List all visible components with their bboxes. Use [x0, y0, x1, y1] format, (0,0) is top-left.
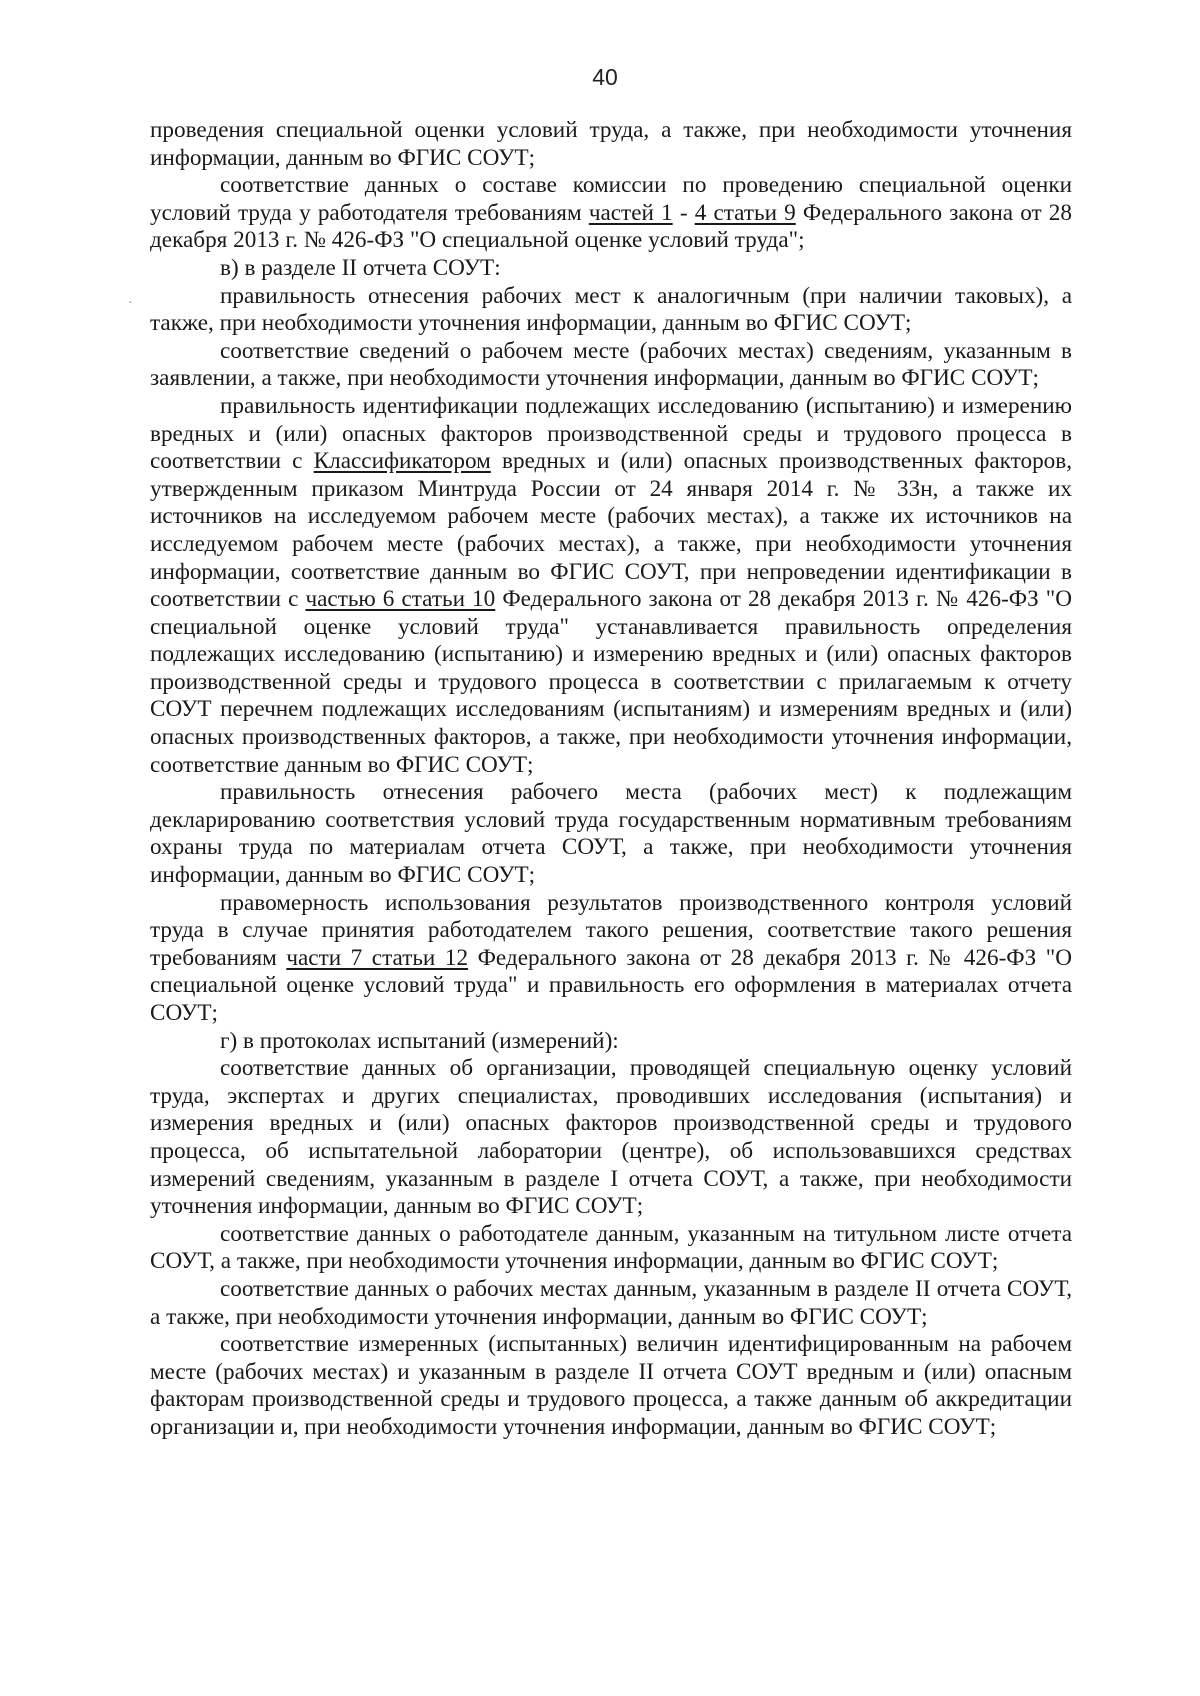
link-article-12[interactable]: части 7 статьи 12 [286, 944, 469, 971]
text-span: вредных и (или) опасных производственных факторов, утвержденным приказом Минтруда России от 24 января 2014 г. № 33н, а также их источников на исследуемом рабочем месте (рабочих местах), а также их источников на исследуемом рабочем месте (рабочих местах), а также, при необходимости уточнения информации, соответствие данным во ФГИС СОУТ, при непроведении идентификации в соответствии с [150, 448, 1072, 613]
paragraph-declaration: правильность отнесения рабочего места (рабочих мест) к подлежащим декларированию соответствия условий труда государственным нормативным требованиям охраны труда по материалам отчета СОУТ, а также, при необходимости уточнения информации, данным во ФГИС СОУТ; [150, 779, 1072, 889]
page-number: 40 [592, 64, 618, 90]
paragraph-factor-identification [150, 393, 1072, 779]
paragraph-continuation: проведения специальной оценки условий труда, а также, при необходимости уточнения информации, данным во ФГИС СОУТ; [150, 117, 1072, 171]
text-span: - [672, 199, 695, 226]
text-span: Федерального закона от 28 декабря 2013 г. № 426-ФЗ "О специальной оценке условий труда" устанавливается правильность определения подлежащих исследованию (испытанию) и измерению вредных и (или) опасных факторов производственной среды и трудового процесса в соответствии с прилагаемым к отчету СОУТ перечнем подлежащих исследованиям (испытаниям) и измерениям вредных и (или) опасных производственных факторов, а также, при необходимости уточнения информации, соответствие данным во ФГИС СОУТ; [150, 586, 1073, 778]
paragraph-workplace-info: соответствие сведений о рабочем месте (рабочих местах) сведениям, указанным в заявлении, а также, при необходимости уточнения информации, данным во ФГИС СОУТ; [150, 337, 1072, 392]
paragraph-organization-data: соответствие данных об организации, проводящей специальную оценку условий труда, экспертах и других специалистах, проводивших исследования (испытания) и измерения вредных и (или) опасных факторов производственной среды и трудового процесса, об испытательной лаборатории (центре), об использовавшихся средствах измерений сведениям, указанным в разделе I отчета СОУТ, а также, при необходимости уточнения информации, данным во ФГИС СОУТ; [150, 1055, 1072, 1220]
link-article-10[interactable]: частью 6 статьи 10 [305, 586, 496, 613]
text-span: правильность идентификации подлежащих исследованию (испытанию) и измерению вредных и (или) опасных факторов производственной среды и трудового процесса в соответствии с [150, 392, 1072, 475]
paragraph-employer-data: соответствие данных о работодателе данным, указанным на титульном листе отчета СОУТ, а также, при необходимости уточнения информации, данным во ФГИС СОУТ; [150, 1220, 1072, 1275]
paragraph-commission-composition [150, 172, 1072, 255]
text-span: соответствие данных о составе комиссии по проведению специальной оценки условий труда у работодателя требованиям [150, 172, 1072, 226]
text-span: правомерность использования результатов производственного контроля условий труда в случае принятия работодателем такого решения, соответствие такого решения требованиям [150, 889, 1072, 971]
text-span: Федерального закона от 28 декабря 2013 г. № 426-ФЗ "О специальной оценке условий труда"; [150, 199, 1072, 254]
margin-dot-mark: · [128, 296, 133, 311]
paragraph-section-ii-heading: в) в разделе II отчета СОУТ: [220, 254, 501, 281]
link-article-9[interactable]: 4 статьи 9 [694, 199, 796, 226]
paragraph-analogous-workplaces: правильность отнесения рабочих мест к аналогичным (при наличии таковых), а также, при необходимости уточнения информации, данным во ФГИС СОУТ; [150, 282, 1072, 337]
document-body [150, 117, 1072, 1442]
text-span: Федерального закона от 28 декабря 2013 г. № 426-ФЗ "О специальной оценке условий труда" и правильность его оформления в материалах отчета СОУТ; [150, 944, 1072, 1026]
paragraph-measured-values: соответствие измеренных (испытанных) величин идентифицированным на рабочем месте (рабочих местах) и указанным в разделе II отчета СОУТ вредным и (или) опасным факторам производственной среды и трудового процесса, а также данным об аккредитации организации и, при необходимости уточнения информации, данным во ФГИС СОУТ; [150, 1331, 1072, 1440]
paragraph-production-control [150, 890, 1072, 1028]
link-classifier[interactable]: Классификатором [313, 448, 491, 475]
link-parts-1[interactable]: частей 1 [588, 199, 673, 226]
paragraph-workplace-data: соответствие данных о рабочих местах данным, указанным в разделе II отчета СОУТ, а также, при необходимости уточнения информации, данным во ФГИС СОУТ; [150, 1275, 1072, 1330]
paragraph-protocols-heading: г) в протоколах испытаний (измерений): [220, 1027, 619, 1054]
